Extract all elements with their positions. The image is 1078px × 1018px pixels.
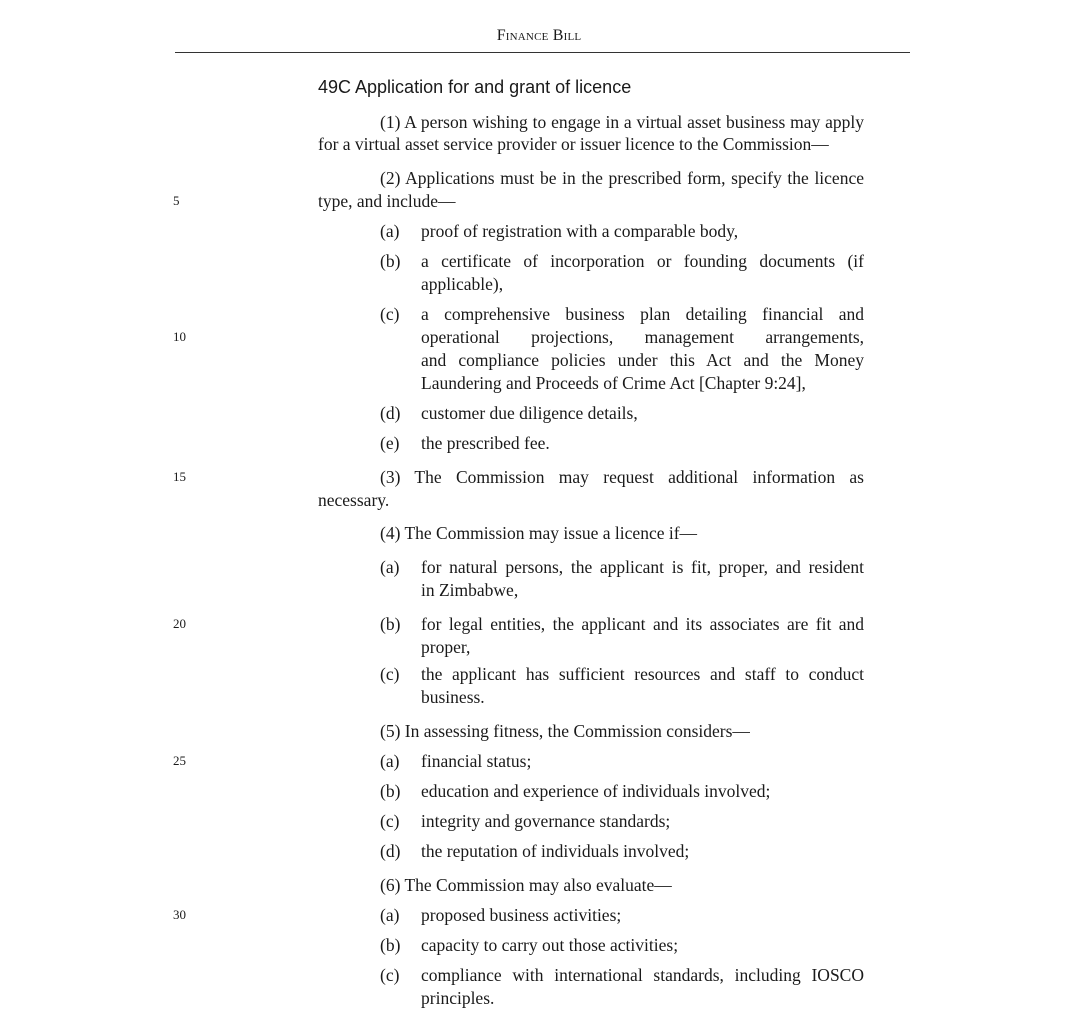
text-line: (5) In assessing fitness, the Commission considers— — [380, 721, 750, 741]
item-label: (c) — [380, 811, 400, 831]
text-line: (3) The Commission may request additional information as — [380, 467, 864, 487]
line-number: 10 — [173, 329, 186, 344]
item-label: (b) — [380, 614, 401, 634]
list-item-text: the prescribed fee. — [421, 433, 550, 453]
text-line: and compliance policies under this Act and the Money — [421, 350, 864, 370]
line-number: 20 — [173, 616, 186, 631]
line-number: 30 — [173, 907, 186, 922]
list-item-text: proof of registration with a comparable body, — [421, 221, 739, 241]
item-label: (c) — [380, 965, 400, 985]
item-label: (a) — [380, 221, 400, 241]
list-item-text: capacity to carry out those activities; — [421, 935, 679, 955]
list-item-text: the reputation of individuals involved; — [421, 841, 690, 861]
list-item-text: the applicant has sufficient resources and staff to conduct — [421, 664, 864, 684]
text-line: Laundering and Proceeds of Crime Act [Chapter 9:24], — [421, 373, 806, 393]
text-line: (6) The Commission may also evaluate— — [380, 875, 672, 895]
item-label: (d) — [380, 403, 401, 423]
running-header: Finance Bill — [496, 27, 582, 44]
list-item-text: a certificate of incorporation or founding documents (if — [421, 251, 864, 271]
line-number: 25 — [173, 753, 186, 768]
item-label: (a) — [380, 905, 400, 925]
list-item-text: financial status; — [421, 751, 532, 771]
list-item-text: integrity and governance standards; — [421, 811, 671, 831]
item-label: (c) — [380, 664, 400, 684]
text-line: (4) The Commission may issue a licence if— — [380, 523, 698, 543]
item-label: (a) — [380, 557, 400, 577]
item-label: (a) — [380, 751, 400, 771]
item-label: (d) — [380, 841, 401, 861]
line-number: 15 — [173, 469, 186, 484]
line-number: 5 — [173, 193, 180, 208]
text-line: in Zimbabwe, — [421, 580, 519, 600]
list-item-text: customer due diligence details, — [421, 403, 638, 423]
text-line: for a virtual asset service provider or issuer licence to the Commission— — [318, 134, 829, 154]
item-label: (b) — [380, 781, 401, 801]
list-item-text: for legal entities, the applicant and its associates are fit and — [421, 614, 864, 634]
list-item-text: for natural persons, the applicant is fit, proper, and resident — [421, 557, 864, 577]
list-item-text: compliance with international standards, including IOSCO — [421, 965, 864, 985]
text-line: (2) Applications must be in the prescribed form, specify the licence — [380, 168, 864, 188]
text-line: (1) A person wishing to engage in a virtual asset business may apply — [380, 112, 864, 132]
text-line: type, and include— — [318, 191, 456, 211]
list-item-text: a comprehensive business plan detailing financial and — [421, 304, 864, 324]
item-label: (e) — [380, 433, 400, 453]
item-label: (b) — [380, 935, 401, 955]
item-label: (c) — [380, 304, 400, 324]
text-line: principles. — [421, 988, 495, 1008]
section-heading: 49C Application for and grant of licence — [318, 77, 632, 97]
text-line: applicable), — [421, 274, 504, 294]
text-line: proper, — [421, 637, 471, 657]
item-label: (b) — [380, 251, 401, 271]
text-line: business. — [421, 687, 485, 707]
list-item-text: proposed business activities; — [421, 905, 622, 925]
text-line: operational projections, management arrangements, — [421, 327, 864, 347]
header-rule — [175, 52, 910, 53]
list-item-text: education and experience of individuals involved; — [421, 781, 771, 801]
text-line: necessary. — [318, 490, 390, 510]
